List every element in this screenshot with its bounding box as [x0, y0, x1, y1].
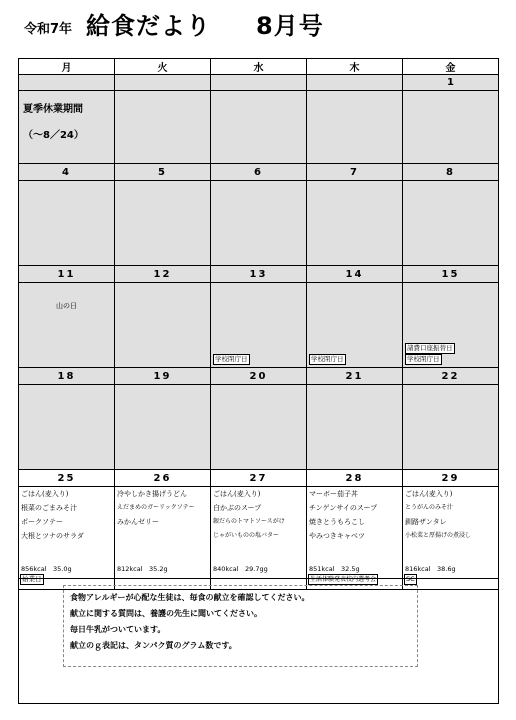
day-cell	[403, 385, 499, 470]
event-tag: 生活体験発表校内選考会	[310, 576, 377, 583]
issue-month: 8月号	[256, 12, 324, 40]
date-cell	[19, 75, 115, 91]
dow-mon: 月	[19, 59, 115, 75]
day-cell	[403, 181, 499, 266]
menu-cell-fri	[403, 487, 499, 590]
date-cell: 6	[211, 164, 307, 181]
menu-item: 冷やしかき揚げうどん	[117, 490, 187, 498]
notice-line: 献立のｇ表記は、タンパク質のグラム数です。	[70, 641, 237, 650]
school-closed-tag: 学校閉庁日	[215, 355, 248, 363]
date-cell: 18	[19, 368, 115, 385]
date-cell: 13	[211, 266, 307, 283]
notice-line: 献立に関する質問は、養護の先生に聞いてください。	[70, 609, 262, 618]
date-cell: 28	[307, 470, 403, 487]
menu-item: チンゲンサイのスープ	[309, 504, 378, 512]
era-label: 令和7年	[24, 22, 73, 37]
date-cell: 26	[115, 470, 211, 487]
date-cell: 25	[19, 470, 115, 487]
date-cell: 11	[19, 266, 115, 283]
day-cell	[19, 181, 115, 266]
date-cell	[115, 75, 211, 91]
date-cell: 27	[211, 470, 307, 487]
notice-line: 毎日牛乳がついています。	[70, 625, 166, 634]
day-cell	[19, 385, 115, 470]
date-cell: 7	[307, 164, 403, 181]
account-transfer-tag: 諸費口座振替日	[407, 344, 453, 352]
school-closed-tag: 学校閉庁日	[311, 355, 344, 363]
day-cell	[211, 91, 307, 164]
day-cell	[403, 283, 499, 368]
menu-item: やみつきキャベツ	[309, 532, 365, 540]
date-cell: 5	[115, 164, 211, 181]
lunch-calendar	[18, 58, 499, 590]
notice-section	[18, 578, 499, 704]
menu-item: 銀だらのトマトソースがけ	[213, 518, 285, 525]
date-cell: 20	[211, 368, 307, 385]
day-cell	[403, 91, 499, 164]
day-cell	[115, 283, 211, 368]
event-tag: 始業日	[22, 575, 42, 583]
date-cell: 14	[307, 266, 403, 283]
menu-item: えだまめのガーリックソテー	[117, 504, 195, 511]
day-cell	[307, 91, 403, 164]
menu-item: とうがんのみそ汁	[405, 504, 454, 511]
date-cell: 12	[115, 266, 211, 283]
menu-item: 大根とツナのサラダ	[21, 532, 84, 540]
newsletter-header	[0, 0, 516, 52]
nutrition-info: 816kcal 38.6g	[405, 565, 456, 573]
day-cell	[115, 181, 211, 266]
dow-wed: 水	[211, 59, 307, 75]
nutrition-info: 851kcal 32.5g	[309, 565, 360, 573]
day-cell	[115, 91, 211, 164]
day-cell	[307, 385, 403, 470]
date-cell: 8	[403, 164, 499, 181]
date-cell: 4	[19, 164, 115, 181]
day-cell	[211, 181, 307, 266]
menu-cell-tue	[115, 487, 211, 590]
day-cell	[307, 181, 403, 266]
menu-item: マーボー茄子丼	[309, 490, 358, 498]
summer-break-range: （〜8／24）	[23, 130, 84, 141]
menu-item: 釧路ザンタレ	[405, 518, 447, 526]
day-cell	[307, 283, 403, 368]
school-closed-tag: 学校閉庁日	[407, 355, 440, 363]
day-cell	[19, 283, 115, 368]
date-cell	[211, 75, 307, 91]
menu-item: 焼きとうもろこし	[309, 518, 365, 526]
nutrition-info: 840kcal 29.7gg	[213, 565, 268, 573]
date-cell: 1	[403, 75, 499, 91]
nutrition-info: 812kcal 35.2g	[117, 565, 168, 573]
day-cell	[211, 283, 307, 368]
menu-cell-thu	[307, 487, 403, 590]
holiday-label: 山の日	[56, 302, 77, 310]
menu-cell-mon	[19, 487, 115, 590]
summer-break-label: 夏季休業期間	[23, 104, 83, 115]
date-cell: 21	[307, 368, 403, 385]
date-cell	[307, 75, 403, 91]
dow-tue: 火	[115, 59, 211, 75]
date-cell: 29	[403, 470, 499, 487]
day-cell	[115, 385, 211, 470]
menu-cell-wed	[211, 487, 307, 590]
date-cell: 15	[403, 266, 499, 283]
notice-line: 食物アレルギーが心配な生徒は、毎食の献立を確認してください。	[70, 593, 310, 602]
date-cell: 19	[115, 368, 211, 385]
menu-item: 白かぶのスープ	[213, 504, 262, 512]
event-tag: SC	[406, 575, 415, 583]
menu-item: 根菜のごまみそ汁	[21, 504, 77, 512]
menu-item: じゃがいものの塩バター	[213, 532, 280, 539]
menu-item: みかんゼリー	[117, 518, 159, 526]
date-cell: 22	[403, 368, 499, 385]
dow-fri: 金	[403, 59, 499, 75]
menu-item: 小松菜と厚揚げの煮浸し	[405, 532, 472, 539]
menu-item: ポークソテー	[21, 518, 63, 526]
menu-item: ごはん(麦入り)	[213, 490, 261, 498]
notice-box	[63, 585, 418, 667]
summer-break-cell	[19, 91, 115, 164]
menu-item: ごはん(麦入り)	[405, 490, 453, 498]
day-cell	[211, 385, 307, 470]
dow-thu: 木	[307, 59, 403, 75]
menu-item: ごはん(麦入り)	[21, 490, 69, 498]
newsletter-title: 給食だより	[86, 12, 211, 40]
nutrition-info: 856kcal 35.0g	[21, 565, 72, 573]
